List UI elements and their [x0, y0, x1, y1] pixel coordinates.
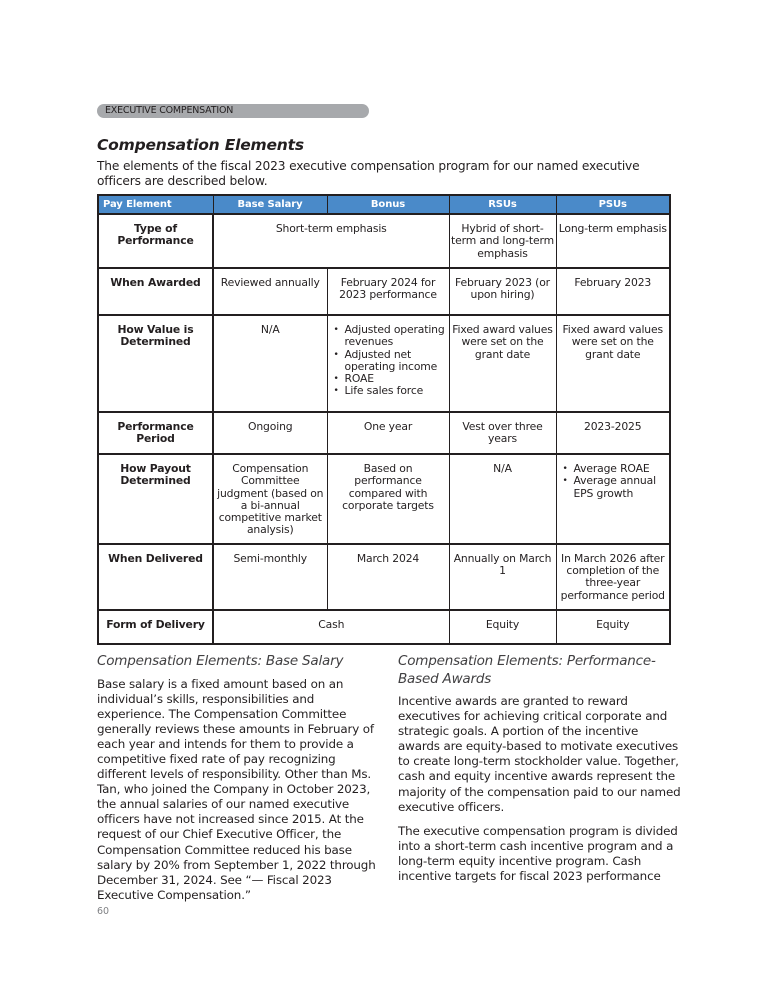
bullet-list [558, 463, 669, 500]
table-cell: February 2023 (or upon hiring) [449, 268, 556, 315]
compensation-elements-table [97, 194, 671, 645]
table-row [98, 454, 670, 544]
table-row [98, 610, 670, 644]
table-cell: Ongoing [213, 412, 327, 454]
list-item: • Average annual EPS growth [574, 475, 669, 500]
table-cell: Equity [556, 610, 670, 644]
table-row [98, 214, 670, 268]
list-item: • Adjusted net operating income [345, 349, 448, 374]
paragraph: The executive compensation program is divided into a short-term cash incentive program and a long-term equity incentive program. Cash incentive targets for fiscal 2023 performance [398, 823, 678, 884]
column-header-bonus: Bonus [327, 195, 449, 214]
table-cell: Cash [213, 610, 449, 644]
row-label: Type of Performance [98, 214, 213, 268]
list-item: • Life sales force [345, 385, 448, 397]
table-cell: N/A [213, 315, 327, 412]
table-cell: Fixed award values were set on the grant date [449, 315, 556, 412]
row-label: Form of Delivery [98, 610, 213, 644]
column-header-base-salary: Base Salary [213, 195, 327, 214]
table-cell: March 2024 [327, 544, 449, 610]
column-header-psus: PSUs [556, 195, 670, 214]
table-cell: Annually on March 1 [449, 544, 556, 610]
table-cell: Long-term emphasis [556, 214, 670, 268]
list-item: • Adjusted operating revenues [345, 324, 448, 349]
table-cell: Compensation Committee judgment (based on a bi-annual competitive market analysis) [213, 454, 327, 544]
table-cell [556, 454, 670, 544]
paragraph: Incentive awards are granted to reward executives for achieving critical corporate and strategic goals. A portion of the incentive awards are equity-based to motivate executives to create long-term stockholder value. Together, cash and equity incentive awards represent the majority of the compensation paid to our named executive officers. [398, 694, 681, 814]
section-heading: Compensation Elements: Performance-Based Awards [398, 653, 656, 687]
table-cell: Based on performance compared with corporate targets [327, 454, 449, 544]
table-cell: N/A [449, 454, 556, 544]
table-row [98, 544, 670, 610]
table-cell: Reviewed annually [213, 268, 327, 315]
page-number: 60 [97, 906, 110, 917]
table-cell: Hybrid of short-term and long-term emphasis [449, 214, 556, 268]
base-salary-section [97, 653, 382, 912]
list-item: • Average ROAE [574, 463, 669, 475]
intro-text: The elements of the fiscal 2023 executive compensation program for our named executive officers are described below. [97, 159, 640, 188]
table-cell: Equity [449, 610, 556, 644]
row-label: How Value is Determined [98, 315, 213, 412]
table-cell [327, 315, 449, 412]
table-cell: 2023-2025 [556, 412, 670, 454]
table-cell: Semi-monthly [213, 544, 327, 610]
table-cell: In March 2026 after completion of the three-year performance period [556, 544, 670, 610]
page-title: Compensation Elements [97, 136, 304, 154]
paragraph: Base salary is a fixed amount based on an individual’s skills, responsibilities and experience. The Compensation Committee generally reviews these amounts in February of each year and intends for them to provide a competitive fixed rate of pay recognizing different levels of responsibility. Other than Ms. Tan, who joined the Company in October 2023, the annual salaries of our named executive officers have not increased since 2015. At the request of our Chief Executive Officer, the Compensation Committee reduced his base salary by 20% from September 1, 2022 through December 31, 2024. See “— Fiscal 2023 Executive Compensation.” [97, 676, 376, 902]
section-tab: EXECUTIVE COMPENSATION [97, 104, 369, 118]
performance-awards-section [398, 653, 683, 893]
column-header-rsus: RSUs [449, 195, 556, 214]
table-cell: February 2024 for 2023 performance [327, 268, 449, 315]
table-row [98, 268, 670, 315]
table-header-row [98, 195, 670, 214]
table-cell: February 2023 [556, 268, 670, 315]
table-cell: Short-term emphasis [213, 214, 449, 268]
row-label: When Awarded [98, 268, 213, 315]
table-row [98, 315, 670, 412]
section-heading: Compensation Elements: Base Salary [97, 653, 344, 669]
table-cell: Vest over three years [449, 412, 556, 454]
row-label: Performance Period [98, 412, 213, 454]
table-cell: Fixed award values were set on the grant date [556, 315, 670, 412]
bullet-list [329, 324, 448, 398]
row-label: How Payout Determined [98, 454, 213, 544]
table-row [98, 412, 670, 454]
list-item: • ROAE [345, 373, 448, 385]
row-label: When Delivered [98, 544, 213, 610]
table-cell: One year [327, 412, 449, 454]
column-header-pay-element: Pay Element [98, 195, 213, 214]
